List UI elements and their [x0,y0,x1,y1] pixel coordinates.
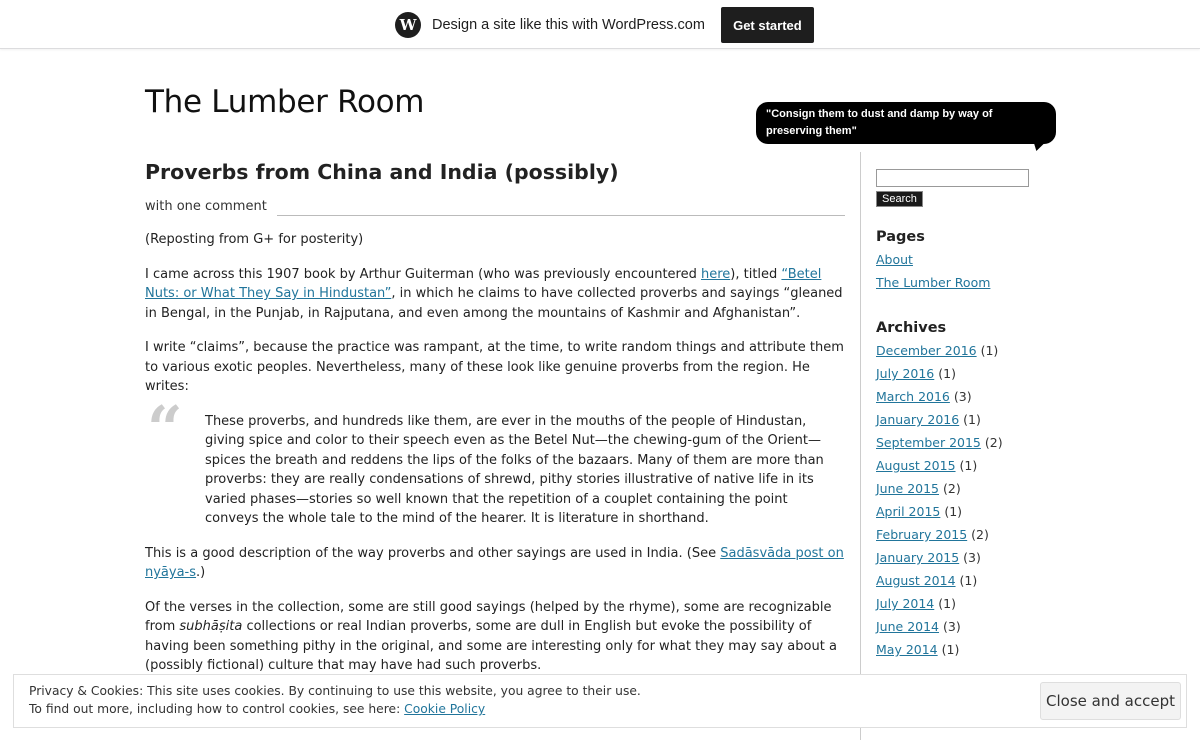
page-link-lumber-room[interactable]: The Lumber Room [876,275,991,290]
meta-divider [277,215,845,216]
archive-link[interactable]: September 2015 [876,435,981,450]
cookie-line-1: Privacy & Cookies: This site uses cookies. By continuing to use this website, you agree to their use. [29,684,641,698]
list-item: April 2015 (1) [876,504,963,519]
list-item [876,252,1080,275]
page-link-about[interactable]: About [876,252,913,267]
sadasvada-link[interactable]: Sadāsvāda post on nyāya-s [145,545,844,580]
quote-mark-icon: “ [147,391,183,465]
cookie-line-2: To find out more, including how to control cookies, see here: Cookie Policy [29,702,486,716]
list-item: December 2016 (1) [876,343,999,358]
site-title[interactable]: The Lumber Room [145,84,425,120]
archive-link[interactable]: April 2015 [876,504,941,519]
archive-link[interactable]: March 2016 [876,389,950,404]
archive-link[interactable]: June 2015 [876,481,940,496]
archive-link[interactable]: August 2014 [876,573,956,588]
cookie-text [29,682,641,718]
archives-heading: Archives [876,320,947,336]
list-item: February 2015 (2) [876,527,989,542]
tagline-bubble: "Consign them to dust and damp by way of preserving them" [756,102,1056,144]
paragraph: This is a good description of the way proverbs and other sayings are used in India. (See Sadāsvāda post on nyāya-s.) [145,545,844,580]
archive-link[interactable]: August 2015 [876,458,956,473]
post-title[interactable]: Proverbs from China and India (possibly) [145,160,619,184]
archive-link[interactable]: December 2016 [876,343,977,358]
comment-count-link[interactable]: with one comment [145,199,267,214]
archive-link[interactable]: January 2016 [876,412,960,427]
archive-link[interactable]: July 2016 [876,366,935,381]
search-button[interactable]: Search [876,191,923,207]
paragraph: (Reposting from G+ for posterity) [145,232,364,247]
list-item: July 2016 (1) [876,366,956,381]
quote-text: These proverbs, and hundreds like them, are ever in the mouths of the people of Hindustan, giving spice and color to their speech even as the Betel Nut—the chewing-gum of the Orient—spices the breath and reddens the lips of the folks of the bazaars. Many of them are more than proverbs: they are really condensations of shrewd, pithy stories illustrative of native life in its varied phases—stories so well known that the repetition of a couplet containing the point conveys the whole tale to the mind of the hearer. It is literature in shorthand. [205,413,824,526]
archive-link[interactable]: July 2014 [876,596,935,611]
betel-nuts-link[interactable]: “Betel Nuts: or What They Say in Hindustan” [145,266,822,301]
cookie-banner [13,674,1187,728]
wordpress-logo-icon[interactable]: W [395,12,421,38]
list-item: June 2015 (2) [876,481,961,496]
tagline-bubble-tail [1030,142,1045,151]
paragraph: Of the verses in the collection, some are still good sayings (helped by the rhyme), some are recognizable from subhāṣita collections or real Indian proverbs, some are dull in English but evoke the possibility of having been something pithy in the original, and some are interesting only for what they may say about a (possibly fictional) culture that may have had such proverbs. [145,599,837,673]
list-item: January 2016 (1) [876,412,981,427]
list-item: January 2015 (3) [876,550,981,565]
list-item: May 2014 (1) [876,642,960,657]
list-item: August 2014 (1) [876,573,978,588]
list-item: June 2014 (3) [876,619,961,634]
archives-list [876,343,1080,665]
here-link[interactable]: here [700,266,731,282]
get-started-button[interactable]: Get started [721,7,814,43]
pages-list [876,252,1080,298]
list-item [876,275,1080,298]
archive-link[interactable]: February 2015 [876,527,968,542]
sidebar [860,152,1080,740]
close-and-accept-button[interactable]: Close and accept [1040,682,1181,720]
wordpress-promo-bar [0,0,1200,49]
list-item: March 2016 (3) [876,389,972,404]
list-item: September 2015 (2) [876,435,1003,450]
pages-heading: Pages [876,229,925,245]
paragraph: I came across this 1907 book by Arthur Guiterman (who was previously encountered here), titled “Betel Nuts: or What They Say in Hindustan”, in which he claims to have collected proverbs and sayings “gleaned in Bengal, in the Punjab, in Rajputana, and even among the mountains of Kashmir and Afghanistan”. [145,266,843,321]
promo-text: Design a site like this with WordPress.com [432,17,705,33]
list-item: August 2015 (1) [876,458,978,473]
post-meta [145,194,845,214]
blockquote [145,391,845,529]
archive-link[interactable]: January 2015 [876,550,960,565]
list-item: July 2014 (1) [876,596,956,611]
search-form [876,169,1080,207]
post-body [145,230,845,676]
search-input[interactable] [876,169,1029,187]
archive-link[interactable]: June 2014 [876,619,940,634]
paragraph: I write “claims”, because the practice was rampant, at the time, to write random things and attribute them to various exotic peoples. Nevertheless, many of these look like genuine proverbs from the region. He writes: [145,340,844,394]
main-content [145,158,845,691]
cookie-policy-link[interactable]: Cookie Policy [404,702,486,716]
archive-link[interactable]: May 2014 [876,642,938,657]
